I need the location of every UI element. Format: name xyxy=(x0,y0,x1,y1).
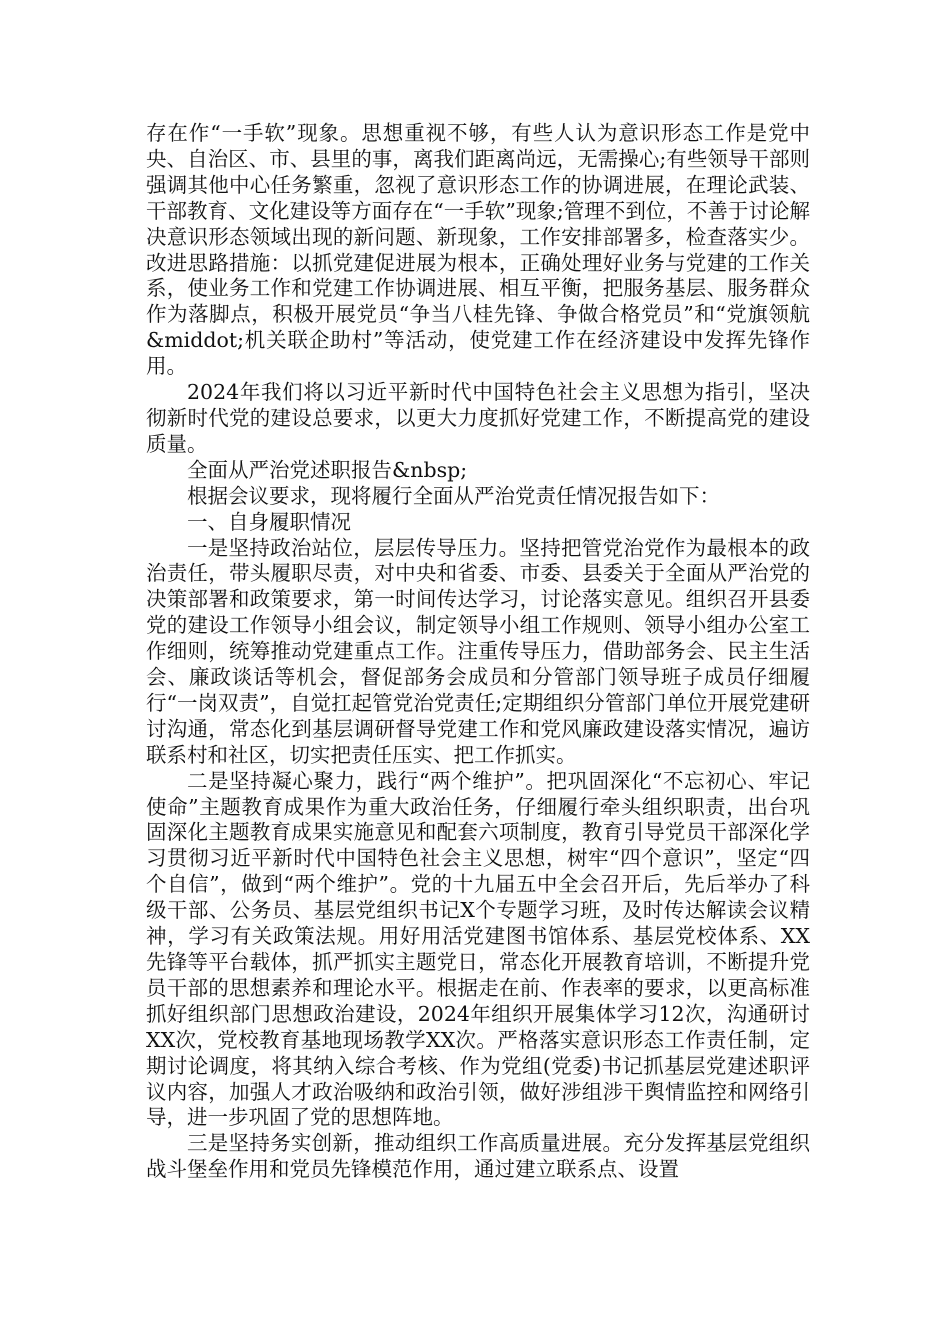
document-body xyxy=(146,121,810,1183)
section-heading: 一、自身履职情况 xyxy=(187,509,351,534)
paragraph-2024-plan: 2024年我们将以习近平新时代中国特色社会主义思想为指引，坚决彻新时代党的建设总要求，以更大力度抓好党建工作，不断提高党的建设质量。 xyxy=(146,380,810,456)
paragraph-point-three: 三是坚持务实创新，推动组织工作高质量进展。充分发挥基层党组织战斗堡垒作用和党员先锋模范作用，通过建立联系点、设置 xyxy=(146,1131,810,1182)
paragraph-point-two: 二是坚持凝心聚力，践行“两个维护”。把巩固深化“不忘初心、牢记使命”主题教育成果作为重大政治任务，仔细履行牵头组织职责，出台巩固深化主题教育成果实施意见和配套六项制度，教育引导党员干部深化学习贯彻习近平新时代中国特色社会主义思想，树牢“四个意识”，坚定“四个自信”，做到“两个维护”。党的十九届五中全会召开后，先后举办了科级干部、公务员、基层党组织书记X个专题学习班，及时传达解读会议精神，学习有关政策法规。用好用活党建图书馆体系、基层党校体系、XX先锋等平台载体，抓严抓实主题党日，常态化开展教育培训，不断提升党员干部的思想素养和理论水平。根据走在前、作表率的要求，以更高标准抓好组织部门思想政治建设，2024年组织开展集体学习12次，沟通研讨XX次，党校教育基地现场教学XX次。严格落实意识形态工作责任制，定期讨论调度，将其纳入综合考核、作为党组(党委)书记抓基层党建述职评议内容，加强人才政治吸纳和政治引领，做好涉组涉干舆情监控和网络引导，进一步巩固了党的思想阵地。 xyxy=(146,768,810,1130)
report-intro: 根据会议要求，现将履行全面从严治党责任情况报告如下： xyxy=(187,483,720,508)
paragraph-continued: 存在作“一手软”现象。思想重视不够，有些人认为意识形态工作是党中央、自治区、市、县里的事，离我们距离尚远，无需操心;有些领导干部则强调其他中心任务繁重，忽视了意识形态工作的协调进展，在理论武装、干部教育、文化建设等方面存在“一手软”现象;管理不到位，不善于讨论解决意识形态领域出现的新问题、新现象，工作安排部署多，检查落实少。改进思路措施：以抓党建促进展为根本，正确处理好业务与党建的工作关系，使业务工作和党建工作协调进展、相互平衡，把服务基层、服务群众作为落脚点，积极开展党员“争当八桂先锋、争做合格党员”和“党旗领航&middot;机关联企助村”等活动，使党建工作在经济建设中发挥先锋作用。 xyxy=(146,121,810,379)
paragraph-point-one: 一是坚持政治站位，层层传导压力。坚持把管党治党作为最根本的政治责任，带头履职尽责，对中央和省委、市委、县委关于全面从严治党的决策部署和政策要求，第一时间传达学习，讨论落实意见。组织召开县委党的建设工作领导小组会议，制定领导小组工作规则、领导小组办公室工作细则，统筹推动党建重点工作。注重传导压力，借助部务会、民主生活会、廉政谈话等机会，督促部务会成员和分管部门领导班子成员仔细履行“一岗双责”，自觉扛起管党治党责任;定期组织分管部门单位开展党建研讨沟通，常态化到基层调研督导党建工作和党风廉政建设落实情况，遍访联系村和社区，切实把责任压实、把工作抓实。 xyxy=(146,535,810,767)
report-title: 全面从严治党述职报告&nbsp; xyxy=(187,457,468,482)
